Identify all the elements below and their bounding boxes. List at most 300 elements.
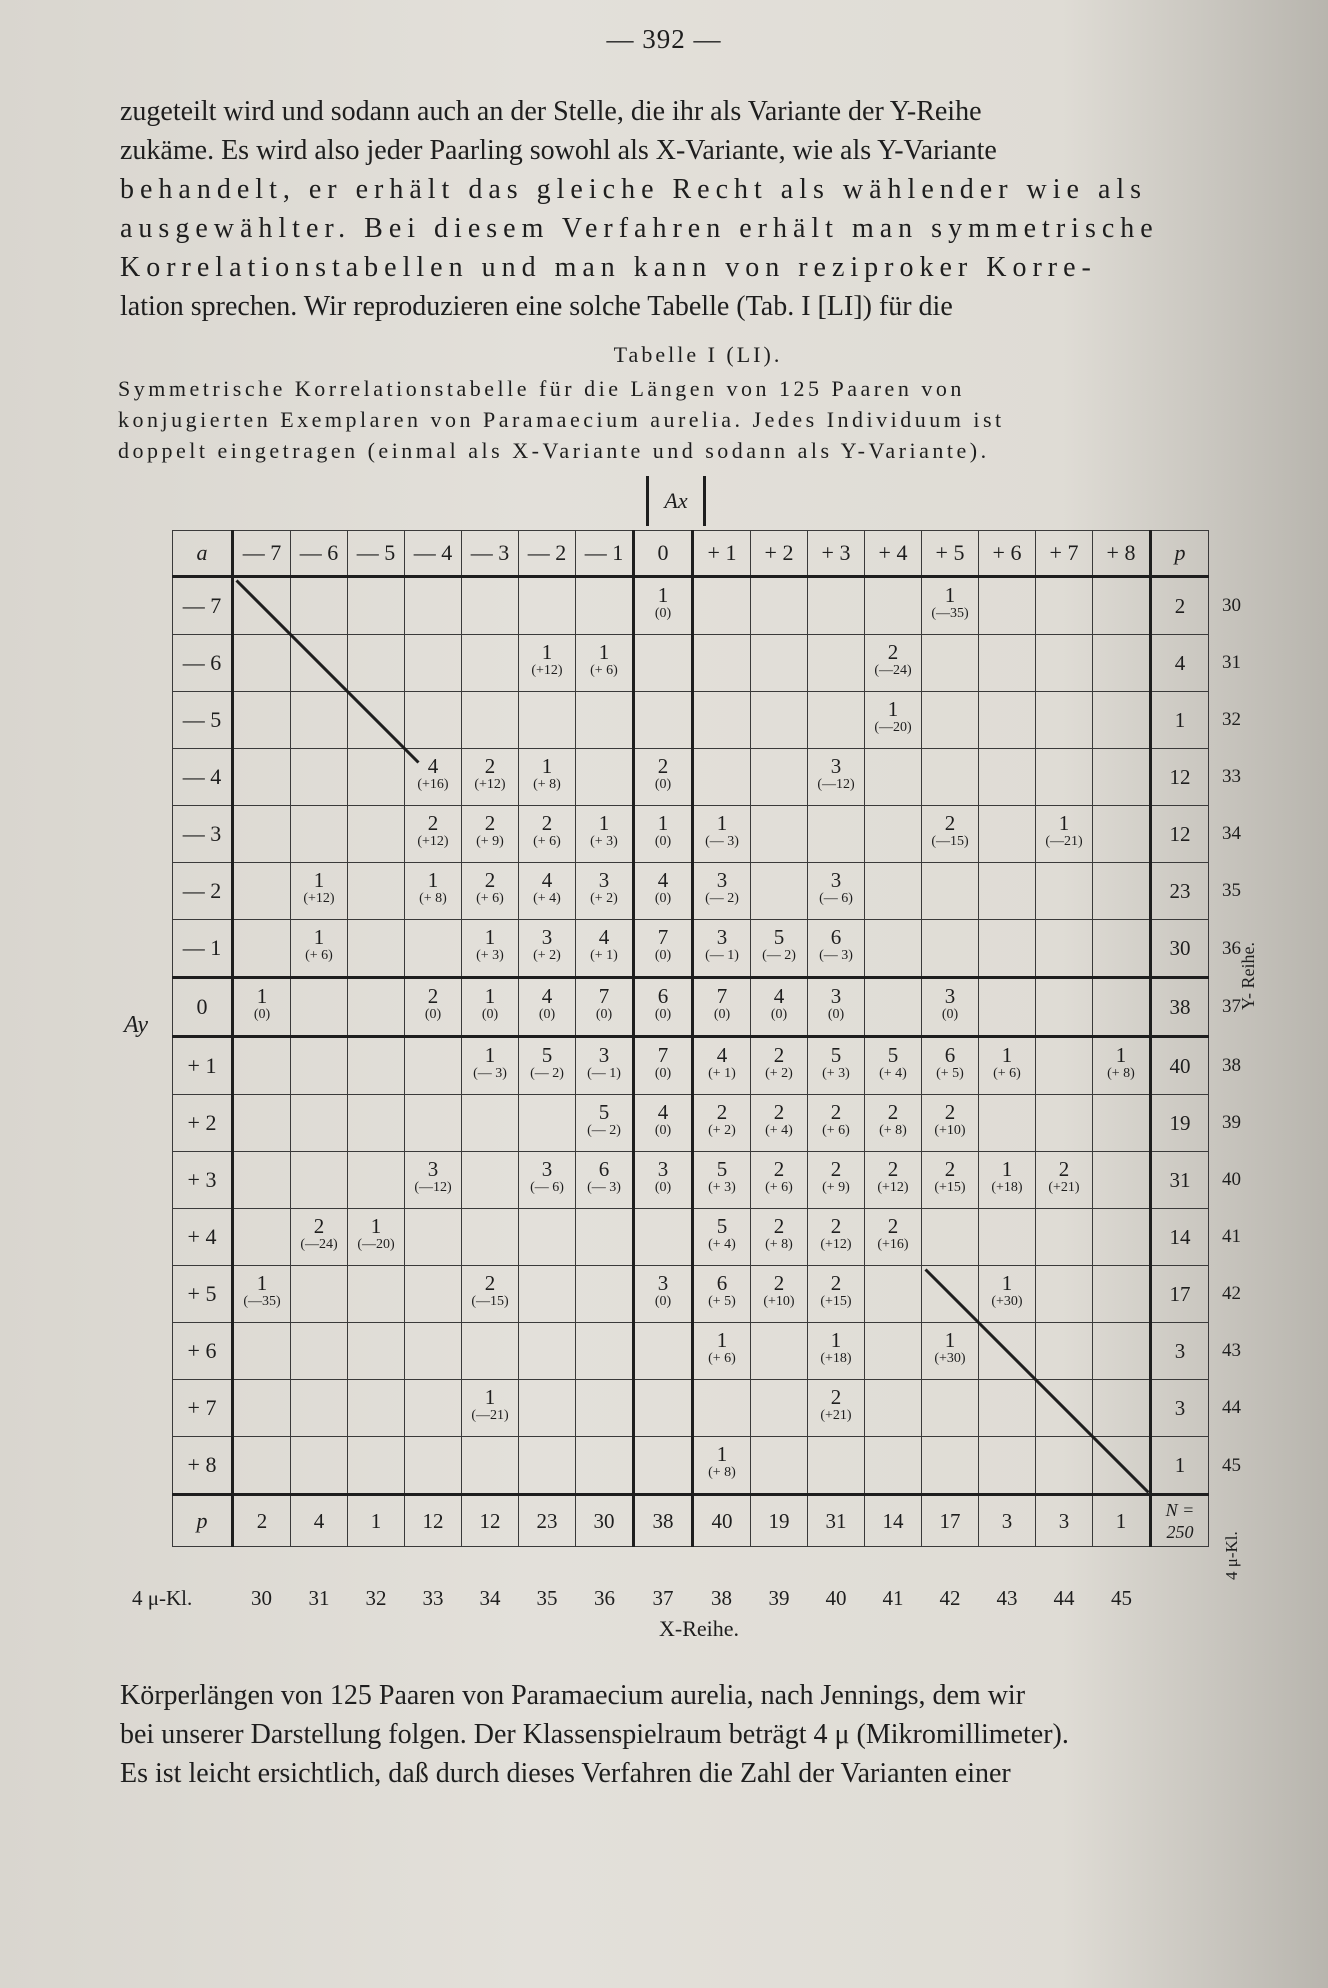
row-label: + 2 (173, 1095, 233, 1152)
cell-product: (+ 9) (822, 1180, 850, 1195)
x-class-value: 45 (1111, 1586, 1132, 1610)
column-header: + 3 (808, 531, 865, 577)
cell-count: 2 (773, 1214, 785, 1238)
cell-count: 2 (887, 1100, 899, 1124)
row-label: — 2 (173, 863, 233, 920)
row-label: + 4 (173, 1209, 233, 1266)
cell-count: 2 (541, 811, 553, 835)
column-frequency: 12 (405, 1495, 462, 1547)
column-header: — 3 (462, 531, 519, 577)
cell-product: (0) (595, 1007, 613, 1022)
x-class-value: 32 (365, 1586, 387, 1610)
cell-product: (+16) (877, 1237, 909, 1252)
table-title: Tabelle I (LI). (613, 342, 783, 367)
y-class-value: 39 (1222, 1112, 1241, 1133)
cell-count: 4 (716, 1043, 728, 1067)
cell-count: 3 (541, 1157, 553, 1181)
cell-product: (0) (654, 1180, 672, 1195)
cell-count: 2 (484, 1271, 496, 1295)
cell-product: (+ 6) (533, 834, 561, 849)
cell-count: 2 (887, 1157, 899, 1181)
row-label: + 6 (173, 1323, 233, 1380)
column-frequency: 30 (576, 1495, 634, 1547)
cell-product: (+ 2) (708, 1123, 736, 1138)
cell-count: 6 (598, 1157, 610, 1181)
x-class-value: 38 (711, 1586, 732, 1610)
cell-product: (— 3) (587, 1180, 621, 1195)
cell-product: (+ 6) (822, 1123, 850, 1138)
row-label: 0 (173, 978, 233, 1037)
cell-count: 2 (830, 1214, 842, 1238)
cell-product: (—24) (874, 663, 912, 678)
cell-product: (+ 8) (708, 1465, 736, 1480)
x-class-value: 44 (1053, 1586, 1075, 1610)
cell-product: (—21) (471, 1408, 509, 1423)
y-class-value: 44 (1222, 1397, 1241, 1418)
cell-count: 3 (944, 984, 956, 1008)
cell-count: 1 (657, 811, 669, 835)
cell-count: 1 (256, 1271, 268, 1295)
cell-product: (—20) (874, 720, 912, 735)
cell-count: 1 (598, 640, 610, 664)
cell-product: (0) (713, 1007, 731, 1022)
cell-count: 3 (598, 1043, 610, 1067)
column-header: — 2 (519, 531, 576, 577)
cell-product: (+12) (474, 777, 506, 792)
cell-count: 1 (598, 811, 610, 835)
cell-product: (0) (654, 777, 672, 792)
cell-count: 3 (830, 868, 842, 892)
cell-product: (+ 3) (476, 948, 504, 963)
cell-count: 4 (541, 868, 553, 892)
cell-product: (— 2) (762, 948, 796, 963)
cell-product: (+30) (991, 1294, 1023, 1309)
cell-count: 5 (716, 1157, 728, 1181)
cell-count: 7 (657, 1043, 669, 1067)
cell-product: (+15) (934, 1180, 966, 1195)
row-frequency: 4 (1151, 635, 1209, 692)
cell-count: 3 (830, 984, 842, 1008)
cell-count: 1 (313, 868, 325, 892)
cell-product: (+ 9) (476, 834, 504, 849)
page-number: — 392 — (606, 24, 722, 54)
y-class-value: 35 (1222, 880, 1241, 901)
cell-product: (+ 5) (708, 1294, 736, 1309)
cell-count: 2 (773, 1043, 785, 1067)
cell-count: 4 (427, 754, 439, 778)
cell-count: 1 (1115, 1043, 1127, 1067)
column-header: — 4 (405, 531, 462, 577)
cell-product: (+10) (934, 1123, 966, 1138)
cell-count: 7 (598, 984, 610, 1008)
cell-product: (+ 3) (822, 1066, 850, 1081)
cell-count: 2 (830, 1157, 842, 1181)
cell-product: (— 3) (819, 948, 853, 963)
cell-count: 1 (830, 1328, 842, 1352)
cell-product: (— 6) (819, 891, 853, 906)
column-frequency: 4 (291, 1495, 348, 1547)
cell-product: (— 3) (705, 834, 739, 849)
row-frequency: 17 (1151, 1266, 1209, 1323)
x-class-value: 36 (594, 1586, 615, 1610)
column-header: + 6 (979, 531, 1036, 577)
intro-line: behandelt, er erhält das gleiche Recht als wählender wie als (120, 174, 1148, 205)
cell-product: (—21) (1045, 834, 1083, 849)
x-class-value: 43 (996, 1586, 1018, 1610)
cell-product: (— 1) (705, 948, 739, 963)
x-class-value: 37 (652, 1586, 674, 1610)
cell-product: (+16) (417, 777, 449, 792)
cell-product: (+12) (877, 1180, 909, 1195)
row-frequency: 3 (1151, 1323, 1209, 1380)
row-frequency: 1 (1151, 1437, 1209, 1495)
y-class-value: 42 (1222, 1283, 1241, 1304)
cell-product: (+ 6) (476, 891, 504, 906)
intro-line: lation sprechen. Wir reproduzieren eine solche Tabelle (Tab. I [LI]) für die (120, 291, 953, 322)
column-header: + 5 (922, 531, 979, 577)
column-frequency: 3 (979, 1495, 1036, 1547)
cell-product: (0) (654, 834, 672, 849)
p-header: p (1151, 531, 1209, 577)
cell-count: 6 (830, 925, 842, 949)
cell-product: (0) (481, 1007, 499, 1022)
outro-paragraph (120, 1676, 1280, 1793)
cell-product: (0) (654, 1123, 672, 1138)
cell-product: (+ 4) (765, 1123, 793, 1138)
cell-product: (+18) (820, 1351, 852, 1366)
n-total: N = 250 (1151, 1495, 1209, 1547)
column-frequency: 1 (1093, 1495, 1151, 1547)
cell-count: 1 (657, 583, 669, 607)
cell-count: 5 (773, 925, 785, 949)
cell-product: (0) (654, 948, 672, 963)
row-label: — 7 (173, 577, 233, 635)
cell-count: 2 (773, 1100, 785, 1124)
cell-count: 1 (427, 868, 439, 892)
row-frequency: 19 (1151, 1095, 1209, 1152)
row-frequency: 1 (1151, 692, 1209, 749)
row-label: + 1 (173, 1037, 233, 1095)
cell-count: 3 (427, 1157, 439, 1181)
cell-count: 1 (944, 1328, 956, 1352)
row-frequency: 2 (1151, 577, 1209, 635)
cell-count: 2 (830, 1100, 842, 1124)
row-label: — 1 (173, 920, 233, 978)
intro-line: zugeteilt wird und sodann auch an der Stelle, die ihr als Variante der Y-Reihe (120, 96, 982, 127)
cell-product: (0) (538, 1007, 556, 1022)
cell-count: 6 (944, 1043, 956, 1067)
cell-product: (+12) (531, 663, 563, 678)
cell-count: 2 (484, 868, 496, 892)
cell-count: 1 (541, 640, 553, 664)
cell-product: (—24) (300, 1237, 338, 1252)
cell-product: (0) (654, 891, 672, 906)
cell-count: 4 (657, 1100, 669, 1124)
cell-product: (+ 2) (765, 1066, 793, 1081)
cell-count: 2 (887, 640, 899, 664)
x-class-value: 31 (308, 1586, 330, 1610)
cell-count: 2 (716, 1100, 728, 1124)
cell-count: 3 (716, 868, 728, 892)
x-reihe-label: X-Reihe. (658, 1616, 740, 1641)
p-row-label: p (173, 1495, 233, 1547)
y-class-value: 40 (1222, 1169, 1241, 1190)
x-class-value: 40 (825, 1586, 847, 1610)
cell-count: 2 (427, 811, 439, 835)
row-frequency: 14 (1151, 1209, 1209, 1266)
cell-count: 1 (370, 1214, 382, 1238)
cell-count: 4 (657, 868, 669, 892)
cell-product: (0) (941, 1007, 959, 1022)
cell-product: (+ 8) (879, 1123, 907, 1138)
y-class-value: 31 (1222, 652, 1241, 673)
y-class-value: 38 (1222, 1054, 1241, 1076)
y-class-value: 30 (1222, 594, 1241, 616)
cell-product: (—12) (817, 777, 855, 792)
row-frequency: 3 (1151, 1380, 1209, 1437)
x-class-value: 33 (422, 1586, 444, 1610)
column-header: + 4 (865, 531, 922, 577)
cell-product: (+ 6) (708, 1351, 736, 1366)
column-header: 0 (634, 531, 693, 577)
cell-count: 2 (484, 811, 496, 835)
cell-count: 1 (1001, 1043, 1013, 1067)
cell-product: (—15) (931, 834, 969, 849)
x-class-value: 35 (536, 1586, 558, 1610)
column-header: — 6 (291, 531, 348, 577)
cell-product: (0) (654, 1007, 672, 1022)
cell-count: 3 (598, 868, 610, 892)
cell-count: 1 (541, 754, 553, 778)
cell-product: (+21) (1048, 1180, 1080, 1195)
cell-product: (— 2) (705, 891, 739, 906)
cell-count: 1 (313, 925, 325, 949)
cell-product: (+18) (991, 1180, 1023, 1195)
cell-count: 2 (427, 984, 439, 1008)
y-class-value: 33 (1222, 766, 1241, 787)
cell-product: (+12) (303, 891, 335, 906)
cell-count: 7 (716, 984, 728, 1008)
y-class-value: 43 (1222, 1340, 1241, 1361)
column-frequency: 31 (808, 1495, 865, 1547)
column-frequency: 1 (348, 1495, 405, 1547)
cell-product: (+ 6) (590, 663, 618, 678)
cell-count: 2 (773, 1157, 785, 1181)
outro-line: Es ist leicht ersichtlich, daß durch dieses Verfahren die Zahl der Varianten einer (120, 1758, 1011, 1789)
outro-line: Körperlängen von 125 Paaren von Paramaecium aurelia, nach Jennings, dem wir (120, 1680, 1026, 1711)
cell-product: (+ 4) (879, 1066, 907, 1081)
cell-count: 1 (484, 1043, 496, 1067)
cell-product: (+ 4) (533, 891, 561, 906)
cell-count: 4 (773, 984, 785, 1008)
outro-line: bei unserer Darstellung folgen. Der Klassenspielraum beträgt 4 μ (Mikromillimeter). (120, 1719, 1069, 1750)
cell-product: (+ 6) (765, 1180, 793, 1195)
cell-product: (+ 1) (590, 948, 618, 963)
row-frequency: 31 (1151, 1152, 1209, 1209)
row-frequency: 38 (1151, 978, 1209, 1037)
cell-product: (0) (654, 1294, 672, 1309)
cell-product: (+ 3) (708, 1180, 736, 1195)
cell-product: (+ 8) (419, 891, 447, 906)
cell-count: 1 (716, 1328, 728, 1352)
diagonal-line-top (237, 581, 419, 763)
cell-product: (+ 3) (590, 834, 618, 849)
cell-count: 3 (657, 1271, 669, 1295)
x-class-value: 41 (882, 1586, 904, 1610)
cell-product: (+30) (934, 1351, 966, 1366)
column-frequency: 12 (462, 1495, 519, 1547)
cell-count: 2 (830, 1271, 842, 1295)
y-class-value: 34 (1222, 823, 1241, 844)
cell-count: 3 (716, 925, 728, 949)
caption-line: Symmetrische Korrelationstabelle für die Längen von 125 Paaren von (118, 376, 965, 401)
column-frequency: 23 (519, 1495, 576, 1547)
intro-line: ausgewählter. Bei diesem Verfahren erhält man symmetrische (120, 213, 1159, 244)
column-frequency: 14 (865, 1495, 922, 1547)
y-class-value: 32 (1222, 709, 1241, 730)
row-label: — 4 (173, 749, 233, 806)
row-frequency: 12 (1151, 806, 1209, 863)
intro-line: zukäme. Es wird also jeder Paarling sowohl als X-Variante, wie als Y-Variante (120, 135, 997, 166)
cell-product: (— 6) (530, 1180, 564, 1195)
cell-product: (—35) (931, 606, 969, 621)
cell-product: (0) (424, 1007, 442, 1022)
cell-count: 6 (657, 984, 669, 1008)
corner-label: a (173, 531, 233, 577)
cell-product: (+ 6) (305, 948, 333, 963)
column-header: — 7 (233, 531, 291, 577)
cell-count: 1 (484, 925, 496, 949)
cell-count: 2 (484, 754, 496, 778)
cell-count: 1 (484, 984, 496, 1008)
cell-product: (0) (827, 1007, 845, 1022)
cell-count: 2 (944, 811, 956, 835)
cell-count: 1 (256, 984, 268, 1008)
x-class-value: 39 (768, 1586, 790, 1610)
cell-product: (0) (654, 1066, 672, 1081)
caption-line: konjugierten Exemplaren von Paramaecium aurelia. Jedes Individuum ist (118, 407, 1005, 432)
column-header: + 2 (751, 531, 808, 577)
cell-product: (+ 2) (533, 948, 561, 963)
cell-product: (— 2) (530, 1066, 564, 1081)
column-header: — 5 (348, 531, 405, 577)
row-label: + 5 (173, 1266, 233, 1323)
cell-product: (+12) (417, 834, 449, 849)
cell-product: (—15) (471, 1294, 509, 1309)
cell-count: 2 (773, 1271, 785, 1295)
cell-product: (+ 1) (708, 1066, 736, 1081)
cell-product: (+ 2) (590, 891, 618, 906)
cell-count: 1 (1001, 1157, 1013, 1181)
row-label: — 5 (173, 692, 233, 749)
cell-count: 1 (484, 1385, 496, 1409)
column-header: — 1 (576, 531, 634, 577)
cell-product: (+ 5) (936, 1066, 964, 1081)
ax-label: Ax (646, 476, 706, 526)
column-frequency: 38 (634, 1495, 693, 1547)
cell-product: (—35) (243, 1294, 281, 1309)
cell-count: 3 (541, 925, 553, 949)
row-frequency: 40 (1151, 1037, 1209, 1095)
cell-product: (+21) (820, 1408, 852, 1423)
column-header: + 1 (693, 531, 751, 577)
x-class-value: 42 (939, 1586, 961, 1610)
x-class-value: 30 (251, 1586, 272, 1610)
cell-product: (— 3) (473, 1066, 507, 1081)
cell-product: (0) (770, 1007, 788, 1022)
cell-count: 2 (944, 1100, 956, 1124)
cell-product: (—20) (357, 1237, 395, 1252)
ay-label: Ay (124, 1012, 148, 1038)
column-header: + 7 (1036, 531, 1093, 577)
cell-product: (+ 8) (1107, 1066, 1135, 1081)
cell-count: 4 (598, 925, 610, 949)
cell-product: (+15) (820, 1294, 852, 1309)
cell-count: 5 (541, 1043, 553, 1067)
row-frequency: 23 (1151, 863, 1209, 920)
cell-count: 1 (716, 1442, 728, 1466)
cell-count: 1 (944, 583, 956, 607)
cell-product: (+12) (820, 1237, 852, 1252)
y-reihe-label: Y- Reihe. (1238, 942, 1258, 1010)
row-frequency: 12 (1151, 749, 1209, 806)
cell-count: 1 (1001, 1271, 1013, 1295)
cell-count: 2 (313, 1214, 325, 1238)
column-frequency: 3 (1036, 1495, 1093, 1547)
column-frequency: 2 (233, 1495, 291, 1547)
cell-count: 5 (830, 1043, 842, 1067)
row-label: + 3 (173, 1152, 233, 1209)
column-frequency: 19 (751, 1495, 808, 1547)
mikro-class-label: 4 μ-Kl. (132, 1586, 193, 1610)
cell-product: (— 1) (587, 1066, 621, 1081)
cell-product: (+ 8) (765, 1237, 793, 1252)
x-class-value: 34 (479, 1586, 501, 1610)
cell-count: 2 (944, 1157, 956, 1181)
cell-product: (— 2) (587, 1123, 621, 1138)
y-class-value: 45 (1222, 1454, 1241, 1476)
column-header: + 8 (1093, 531, 1151, 577)
cell-product: (+ 8) (533, 777, 561, 792)
cell-product: (0) (654, 606, 672, 621)
cell-count: 5 (887, 1043, 899, 1067)
row-frequency: 30 (1151, 920, 1209, 978)
cell-product: (+ 4) (708, 1237, 736, 1252)
cell-count: 2 (830, 1385, 842, 1409)
cell-product: (+ 6) (993, 1066, 1021, 1081)
cell-count: 2 (657, 754, 669, 778)
y-class-value: 41 (1222, 1226, 1241, 1247)
cell-count: 2 (1058, 1157, 1070, 1181)
cell-count: 1 (1058, 811, 1070, 835)
row-label: + 7 (173, 1380, 233, 1437)
cell-product: (0) (253, 1007, 271, 1022)
row-label: — 3 (173, 806, 233, 863)
row-label: + 8 (173, 1437, 233, 1495)
column-frequency: 40 (693, 1495, 751, 1547)
cell-count: 7 (657, 925, 669, 949)
cell-count: 6 (716, 1271, 728, 1295)
cell-count: 1 (716, 811, 728, 835)
cell-count: 5 (598, 1100, 610, 1124)
cell-count: 3 (830, 754, 842, 778)
cell-product: (+10) (763, 1294, 795, 1309)
y-class-value: 36 (1222, 937, 1241, 959)
y-class-value: 37 (1222, 996, 1241, 1017)
cell-count: 2 (887, 1214, 899, 1238)
row-label: — 6 (173, 635, 233, 692)
cell-count: 1 (887, 697, 899, 721)
